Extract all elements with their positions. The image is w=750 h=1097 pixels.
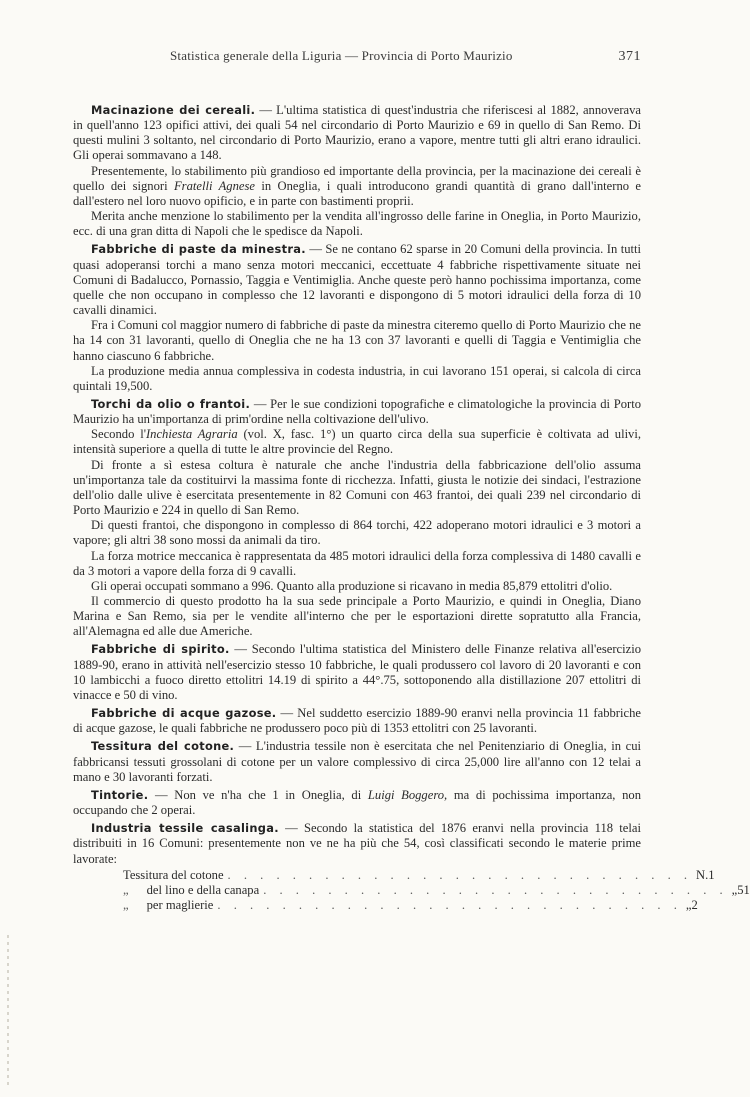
paragraph-text: — L'ultima statistica di quest'industria che riferiscesi al 1882, annoverava in quell'anno 123 opifici attivi, dei quali 54 nel circondario di Porto Maurizio e 69 in quello di San Remo. Di questi mulini 3 soltanto, nel circondario di Porto Maurizio, erano a vapore, mentre tutti gli altri erano idraulici. Gli operai sommavano a 148. (73, 103, 642, 163)
paragraph-text: — Secondo l'ultima statistica del Ministero delle Finanze relativa all'esercizio 1889-90, erano in attività nell'esercizio stesso 10 fabbriche, le quali produssero col lavoro di 20 lavoranti e con 10 lambicchi a fuoco diretto ettolitri 14.19 di spirito a 44°.75, sottoponendo alla distillazione 207 ettolitri di vinacce e 50 di vino. (73, 642, 641, 702)
paragraph-text: — Se ne contano 62 sparse in 20 Comuni della provincia. In tutti quasi adoperansi torchi a mano senza motori meccanici, eccettuate 4 fabbriche rispettivamente situate nei Comuni di Badalucco, Pornassio, Taggia e Ventimiglia. Anche queste però hanno pochissima importanza, come quelle che non occupano in complesso che 12 lavoranti e dispongono di 5 motori idraulici della forza di 10 cavalli dinamici. (73, 242, 642, 318)
paragraph (73, 427, 641, 457)
paragraph: Di fronte a sì estesa coltura è naturale che anche l'industria della fabbricazione dell'olio assuma un'importanza tale da costituirvi la massima fonte di ricchezza. Infatti, giusta le notizie dei sindaci, l'estrazione dell'olio dalle ulive è esercitata presentemente in 82 Comuni con 463 frantoi, dei quali 239 nel circondario di Porto Maurizio e 224 in quello di San Remo. (73, 457, 641, 518)
row-label: per maglierie (146, 897, 214, 912)
paragraph: Merita anche menzione lo stabilimento per la vendita all'ingrosso delle farine in Oneglia, in Porto Maurizio, ecc. di una gran ditta di Napoli che le spedisce da Napoli. (73, 209, 641, 239)
paragraph (73, 164, 641, 209)
section-heading: Torchi da olio o frantoi. (91, 396, 251, 411)
paragraph-text: — Non ve n'ha che 1 in Oneglia, di (148, 787, 368, 802)
leader-dots: . . . . . . . . . . . . . . . . . . . . . . . . . . . . . (263, 882, 728, 897)
running-header (73, 48, 641, 65)
page-number: 371 (618, 49, 641, 64)
section-spirito (73, 642, 641, 703)
row-value: 1 (708, 867, 715, 882)
paragraph: Gli operai occupati sommano a 996. Quanto alla produzione si ricavano in media 85,879 ettolitri d'olio. (91, 578, 613, 593)
table-row (73, 867, 715, 883)
paragraph: La forza motrice meccanica è rappresentata da 485 motori idraulici della forza complessiva di 1480 cavalli e da 3 motori a vapore della forza di 9 cavalli. (73, 548, 641, 578)
paragraph-text: — Per le sue condizioni topografiche e climatologiche la provincia di Porto Maurizio ha un'importanza di prim'ordine nella coltivazione dell'ulivo. (73, 396, 642, 427)
section-paste (73, 242, 641, 318)
book-page (73, 48, 750, 913)
row-unit: „ (685, 897, 692, 912)
section-heading: Industria tessile casalinga. (91, 821, 279, 836)
paragraph: Di questi frantoi, che dispongono in complesso di 864 torchi, 422 adoperano motori idraulici e 3 motori a vapore; gli altri 38 sono mossi da animali da tiro. (73, 518, 641, 548)
italic-title: Inchiesta Agraria (145, 427, 238, 442)
row-value: 2 (691, 897, 698, 912)
table-row (73, 882, 750, 898)
ditto-mark: „ (123, 882, 129, 897)
italic-name: Luigi Boggero, (367, 787, 448, 802)
looms-table (73, 867, 750, 913)
section-tintorie (73, 788, 641, 818)
page-body (73, 103, 750, 913)
leader-dots: . . . . . . . . . . . . . . . . . . . . . . . . . . . . . (217, 897, 682, 912)
paragraph: Il commercio di questo prodotto ha la sua sede principale a Porto Maurizio, e quindi in Oneglia, Diano Marina e San Remo, sia per le vendite all'interno che per le esportazioni dirette sopratutto alla Francia, all'Alemagna ed alle due Americhe. (73, 594, 641, 639)
paragraph-text: — L'industria tessile non è esercitata che nel Penitenziario di Oneglia, in cui fabbricansi tessuti grossolani di cotone per un valore complessivo di circa 25,000 lire all'anno con 12 telai a mano e 30 lavoranti forzati. (73, 739, 641, 784)
section-cotone (73, 739, 641, 784)
section-acque-gazose (73, 706, 641, 736)
paragraph: La produzione media annua complessiva in codesta industria, in cui lavorano 151 operai, si calcola di circa quintali 19,500. (73, 363, 641, 393)
paragraph-text: — Secondo la statistica del 1876 eranvi nella provincia 118 telai distribuiti in 16 Comuni: presentemente non ve ne ha più che 54, così classificati secondo le materie prime lavorate: (73, 821, 641, 866)
section-heading: Tintorie. (91, 787, 149, 802)
running-title: Statistica generale della Liguria — Provincia di Porto Maurizio (170, 48, 513, 63)
table-row (73, 897, 698, 913)
paragraph-text: Presentemente, lo stabilimento più grandioso ed importante della provincia, per la macinazione dei cereali è quello dei signori (73, 163, 641, 193)
scan-edge-mark (7, 935, 9, 1085)
section-tessile-casalinga (73, 821, 641, 866)
row-label: del lino e della canapa (146, 882, 260, 897)
paragraph-text: Secondo l' (91, 427, 146, 442)
paragraph: Fra i Comuni col maggior numero di fabbriche di paste da minestra citeremo quello di Porto Maurizio che ne ha 14 con 31 lavoranti, quello di Oneglia che ne ha 13 con 37 lavoranti e quelli di Taggia e Ventimiglia che hanno ciascuno 6 fabbriche. (73, 318, 641, 363)
row-unit: „ (731, 882, 738, 897)
italic-name: Fratelli Agnese (173, 178, 255, 193)
leader-dots: . . . . . . . . . . . . . . . . . . . . . . . . . . . . . (227, 867, 693, 882)
paragraph-text: (vol. X, fasc. 1°) un quarto circa della sua superficie è coltivata ad ulivi, intensità superiore a quella di tutte le altre provincie del Regno. (73, 427, 642, 457)
section-heading: Fabbriche di paste da minestra. (91, 242, 306, 257)
row-unit: N. (696, 867, 709, 882)
section-heading: Fabbriche di acque gazose. (91, 706, 277, 721)
paragraph-text: — Nel suddetto esercizio 1889-90 eranvi nella provincia 11 fabbriche di acque gazose, le quali fabbriche ne produssero poco più di 1353 ettolitri con 25 lavoranti. (73, 706, 641, 736)
paragraph-text: in Oneglia, i quali introducono grandi quantità di grano dall'interno e dall'estero nel loro nuovo opificio, e in parte con bastimenti proprii. (73, 178, 642, 208)
section-heading: Fabbriche di spirito. (91, 642, 230, 657)
section-macinazione (73, 103, 641, 164)
section-heading: Tessitura del cotone. (91, 739, 235, 754)
paragraph-text: ma di pochissima importanza, non occupando che 2 operai. (73, 787, 642, 818)
ditto-mark: „ (123, 897, 129, 912)
section-frantoi (73, 397, 641, 427)
row-label: Tessitura del cotone (123, 867, 224, 882)
section-heading: Macinazione dei cereali. (91, 103, 256, 117)
row-value: 51 (737, 882, 750, 897)
